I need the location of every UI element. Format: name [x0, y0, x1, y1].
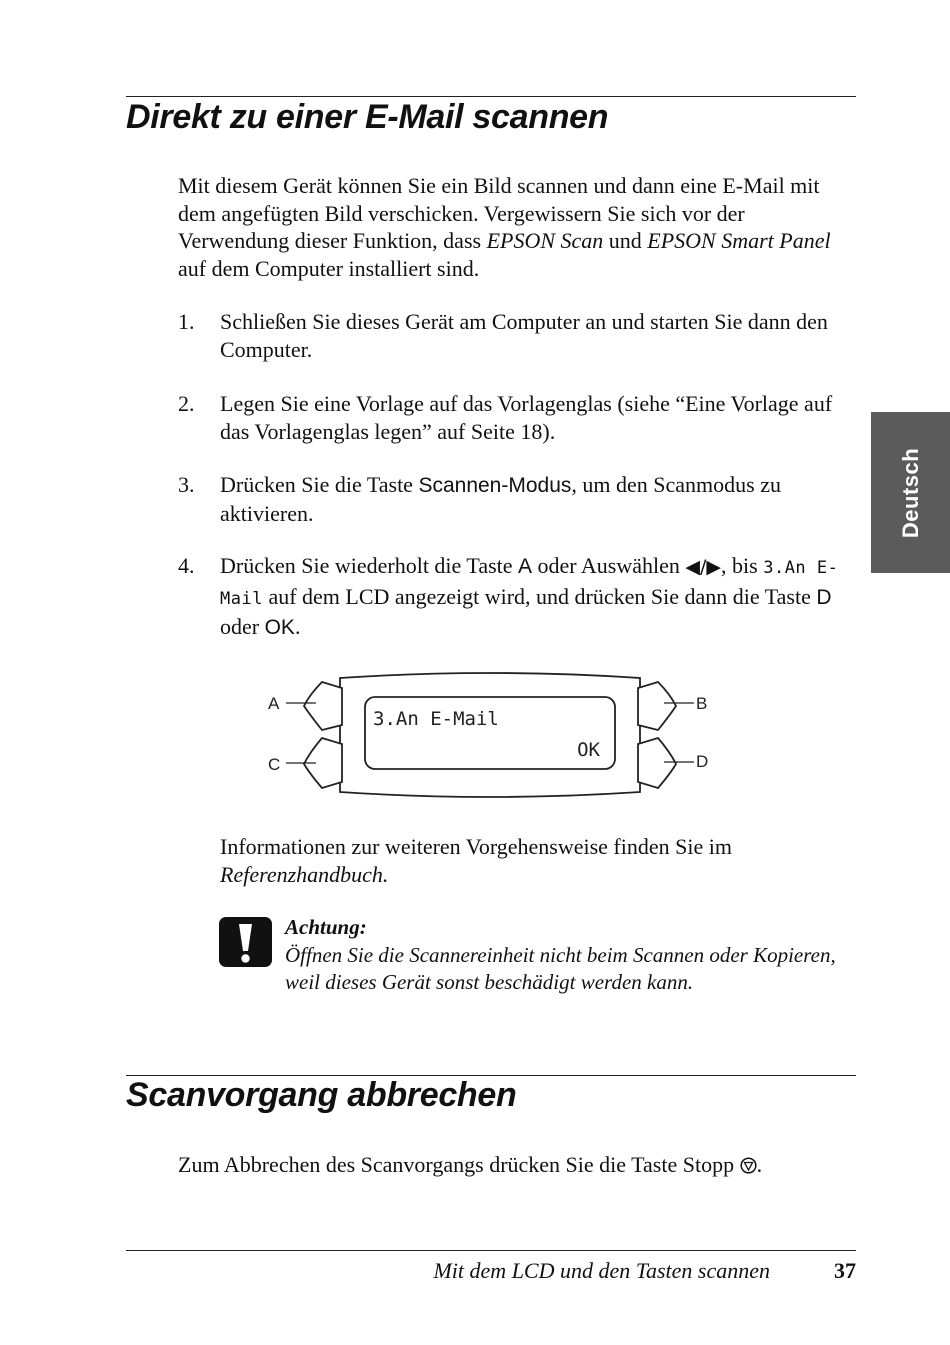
epson-scan-name: EPSON Scan: [486, 228, 604, 253]
key-ok: OK: [264, 616, 295, 639]
language-tab: [871, 412, 950, 573]
stop-icon: [740, 1157, 757, 1174]
followup-paragraph: Informationen zur weiteren Vorgehensweise finden Sie im Referenzhandbuch.: [220, 834, 732, 887]
caution-note: [285, 914, 855, 997]
button-a-shape: [304, 682, 342, 730]
button-b-shape: [638, 682, 676, 730]
label-b: B: [696, 694, 708, 713]
section-title-email: Direkt zu einer E-Mail scannen: [126, 98, 609, 136]
top-rule: [126, 96, 856, 97]
label-c: C: [268, 755, 281, 774]
label-a: A: [268, 694, 280, 713]
key-d: D: [816, 585, 832, 609]
page-number: 37: [834, 1258, 856, 1283]
cancel-paragraph: Zum Abbrechen des Scanvorgangs drücken Sie die Taste Stopp .: [178, 1152, 763, 1177]
arrow-left-right-icon: ◀/▶: [685, 556, 722, 578]
scan-mode-key: Scannen-Modus: [418, 474, 572, 497]
caution-text: Öffnen Sie die Scannereinheit nicht beim Scannen oder Kopieren, weil dieses Gerät sonst beschädigt werden kann.: [285, 942, 836, 994]
language-tab-label: Deutsch: [897, 447, 923, 538]
label-d: D: [696, 752, 709, 771]
intro-paragraph: Mit diesem Gerät können Sie ein Bild scannen und dann eine E-Mail mit dem angefügten Bild verschicken. Vergewissern Sie sich vor der Verwendung dieser Funktion, dass EPSON Scan und EPSON Smart Panel auf dem Computer installiert sind.: [178, 173, 831, 281]
lcd-menu-text: 3.An E-Mail: [220, 558, 839, 609]
lcd-panel-diagram: [260, 670, 720, 800]
section-title-cancel: Scanvorgang abbrechen: [126, 1076, 517, 1114]
lcd-line-2: OK: [577, 739, 600, 761]
footer-rule: [126, 1250, 856, 1251]
caution-icon: [219, 917, 272, 967]
caution-title: Achtung:: [285, 915, 367, 939]
lcd-line-1: 3.An E-Mail: [373, 708, 499, 730]
reference-manual-name: Referenzhandbuch.: [220, 861, 389, 887]
epson-smart-panel-name: EPSON Smart Panel: [647, 228, 831, 253]
key-a: A: [518, 555, 533, 578]
footer-title: Mit dem LCD und den Tasten scannen: [433, 1258, 770, 1283]
button-d-shape: [638, 738, 676, 788]
